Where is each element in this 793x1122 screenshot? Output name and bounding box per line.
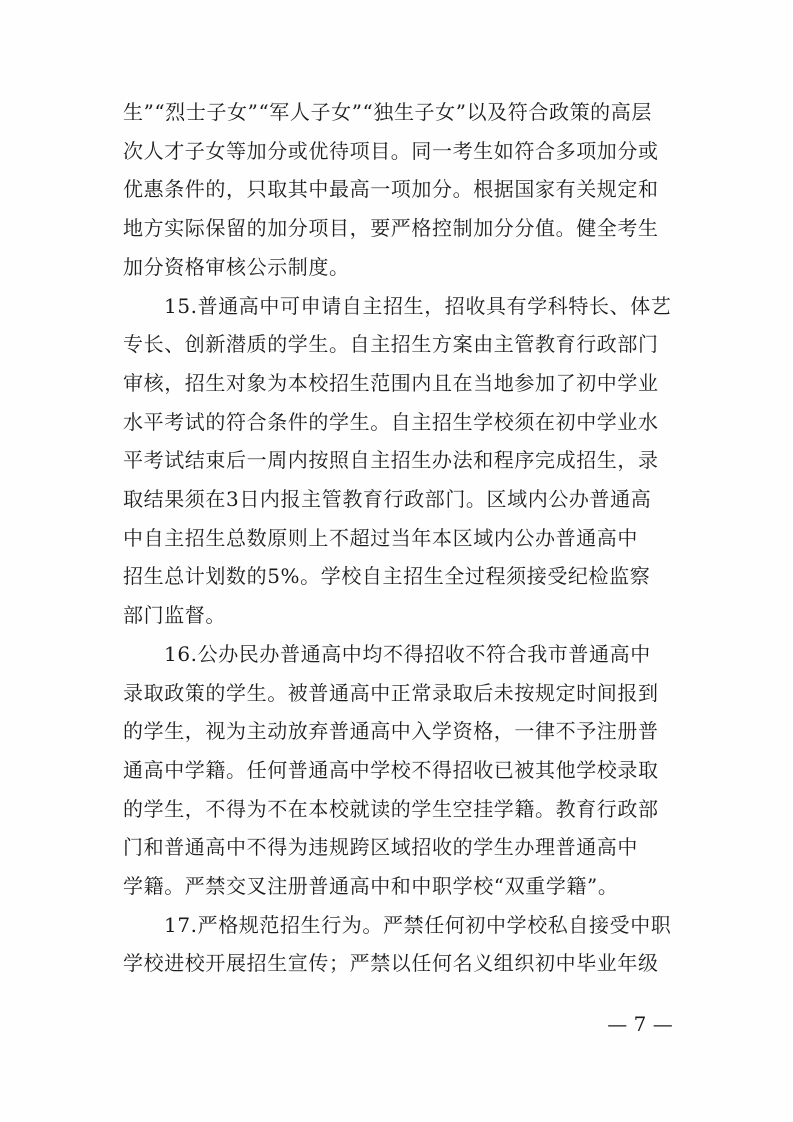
text-line: 地方实际保留的加分项目，要严格控制加分分值。健全考生 (123, 216, 659, 240)
text-line: 学校进校开展招生宣传；严禁以任何名义组织初中毕业年级 (123, 951, 659, 975)
page-number: — 7 — (607, 1012, 673, 1036)
text-line: 门和普通高中不得为违规跨区域招收的学生办理普通高中 (123, 835, 638, 859)
text-line: 的学生，视为主动放弃普通高中入学资格，一律不予注册普 (123, 719, 659, 743)
text-line: 通高中学籍。任何普通高中学校不得招收已被其他学校录取 (123, 758, 659, 782)
text-line: 录取政策的学生。被普通高中正常录取后未按规定时间报到 (123, 681, 659, 705)
text-line: 次人才子女等加分或优待项目。同一考生如符合多项加分或 (123, 139, 659, 163)
text-line: 优惠条件的，只取其中最高一项加分。根据国家有关规定和 (123, 177, 659, 201)
text-line: 审核，招生对象为本校招生范围内且在当地参加了初中学业 (123, 371, 659, 395)
text-line: 部门监督。 (123, 603, 226, 627)
text-line: 取结果须在3日内报主管教育行政部门。区域内公办普通高 (123, 487, 652, 511)
paragraph-first-line: 17.严格规范招生行为。严禁任何初中学校私自接受中职 (164, 913, 671, 937)
text-line: 中自主招生总数原则上不超过当年本区域内公办普通高中 (123, 526, 638, 550)
text-line: 招生总计划数的5%。学校自主招生全过程须接受纪检监察 (123, 564, 651, 588)
text-line: 平考试结束后一周内按照自主招生办法和程序完成招生，录 (123, 448, 659, 472)
text-line: 的学生，不得为不在本校就读的学生空挂学籍。教育行政部 (123, 797, 659, 821)
text-line: 加分资格审核公示制度。 (123, 255, 350, 279)
text-line: 学籍。严禁交叉注册普通高中和中职学校“双重学籍”。 (123, 874, 619, 898)
text-line: 水平考试的符合条件的学生。自主招生学校须在初中学业水 (123, 410, 659, 434)
paragraph-first-line: 15.普通高中可申请自主招生，招收具有学科特长、体艺 (164, 294, 671, 318)
paragraph-first-line: 16.公办民办普通高中均不得招收不符合我市普通高中 (164, 642, 651, 666)
text-line: 生”“烈士子女”“军人子女”“独生子女”以及符合政策的高层 (123, 100, 652, 124)
text-line: 专长、创新潜质的学生。自主招生方案由主管教育行政部门 (123, 332, 659, 356)
